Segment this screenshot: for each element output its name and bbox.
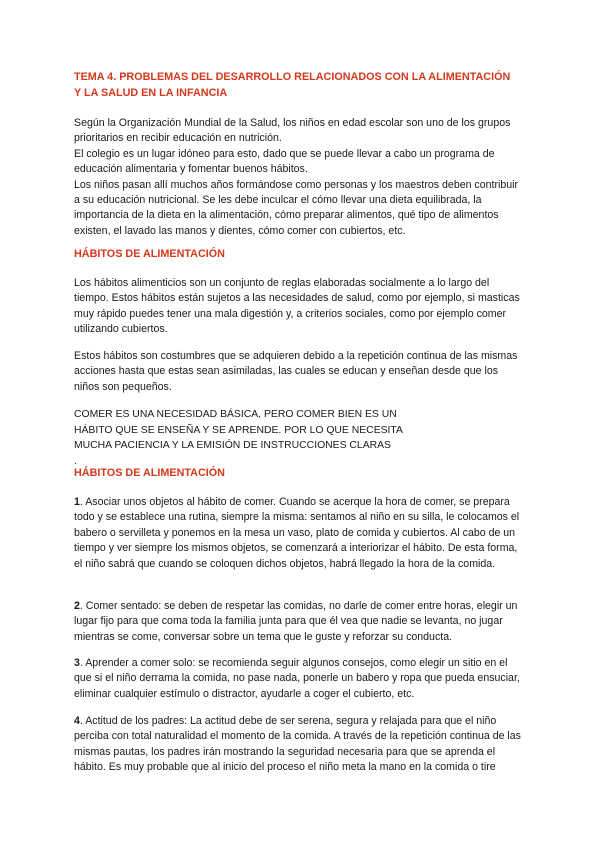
intro-paragraph: Los niños pasan allí muchos años formándose como personas y los maestros deben contribuir a su educación nutricional. Se les debe inculcar el cómo llevar una dieta equilibrada, la importancia de la dieta en la alimentación, cómo preparar alimentos, qué tipo de alimentos existen, el lavado las manos y dientes, cómo comer con cubiertos, etc. — [74, 178, 519, 237]
quote-dot: . — [74, 455, 77, 467]
title-line-1: TEMA 4. PROBLEMAS DEL DESARROLLO RELACIONADOS CON LA ALIMENTACIÓN — [74, 71, 511, 83]
section-heading: HÁBITOS DE ALIMENTACIÓN — [74, 467, 225, 479]
list-item — [74, 599, 526, 645]
document-title — [74, 70, 526, 101]
item-number: 4 — [74, 715, 80, 727]
quote-line: COMER ES UNA NECESIDAD BÁSICA, PERO COMER BIEN ES UN — [74, 409, 397, 420]
list-item — [74, 495, 526, 572]
habits-paragraph: Los hábitos alimenticios son un conjunto de reglas elaboradas socialmente a lo largo del tiempo. Estos hábitos están sujetos a las necesidades de salud, como por ejemplo, si masticas muy rápido puedes tener una mala digestión y, a criterios sociales, como por ejemplo comer utilizando cubiertos. — [74, 277, 520, 336]
item-text: . Asociar unos objetos al hábito de comer. Cuando se acerque la hora de comer, se prepara todo y se establece una rutina, siempre la misma: sentamos al niño en su silla, le colocamos el babero o servilleta y ponemos en la mesa un vaso, plato de comida y cubiertos. Al cabo de un tiempo y ver siempre los mismos objetos, se comenzará a interiorizar el hábito. De esta forma, el niño sabrá que cuando se coloquen dichos objetos, habrá llegado la hora de la comida. — [74, 496, 520, 570]
list-item — [74, 714, 526, 776]
item-text: . Actitud de los padres: La actitud debe de ser serena, segura y relajada para que el niño perciba con total naturalidad el momento de la comida. A través de la repetición continua de las mismas pautas, los padres irán mostrando la seguridad necesaria para que se aprenda el hábito. Es muy probable que al inicio del proceso el niño meta la mano en la comida o tire — [74, 715, 521, 774]
item-number: 1 — [74, 496, 80, 508]
item-number: 3 — [74, 657, 80, 669]
quote-line: HÁBITO QUE SE ENSEÑA Y SE APRENDE. POR LO QUE NECESITA — [74, 424, 403, 436]
habits-paragraph: Estos hábitos son costumbres que se adquieren debido a la repetición continua de las mismas acciones hasta que estas sean asimiladas, las cuales se educan y enseñan desde que los niños son pequeños. — [74, 350, 518, 393]
list-item — [74, 656, 526, 702]
quote-block — [74, 407, 526, 469]
item-number: 2 — [74, 600, 80, 612]
quote-line: MUCHA PACIENCIA Y LA EMISIÓN DE INSTRUCCIONES CLARAS — [74, 440, 391, 452]
intro-paragraph: Según la Organización Mundial de la Salud, los niños en edad escolar son uno de los grupos prioritarios en recibir educación en nutrición. — [74, 117, 511, 145]
item-text: . Aprender a comer solo: se recomienda seguir algunos consejos, como elegir un sitio en el que si el niño derrama la comida, no pase nada, ponerle un babero y ropa que pueda ensuciar, eliminar cualquier estímulo o distractor, ayudarle a coger el cubierto, etc. — [74, 657, 520, 700]
section-heading: HÁBITOS DE ALIMENTACIÓN — [74, 248, 225, 260]
intro-paragraph: El colegio es un lugar idóneo para esto, dado que se puede llevar a cabo un programa de educación alimentaria y fomentar buenos hábitos. — [74, 147, 495, 176]
intro-section — [74, 116, 526, 239]
title-line-2: Y LA SALUD EN LA INFANCIA — [74, 86, 228, 99]
item-text: . Comer sentado: se deben de respetar las comidas, no darle de comer entre horas, elegir un lugar fijo para que coma toda la familia junta para que él vea que nadie se levanta, no jugar mientras se come, conversar sobre un tema que le guste y reforzar su conducta. — [74, 600, 518, 643]
